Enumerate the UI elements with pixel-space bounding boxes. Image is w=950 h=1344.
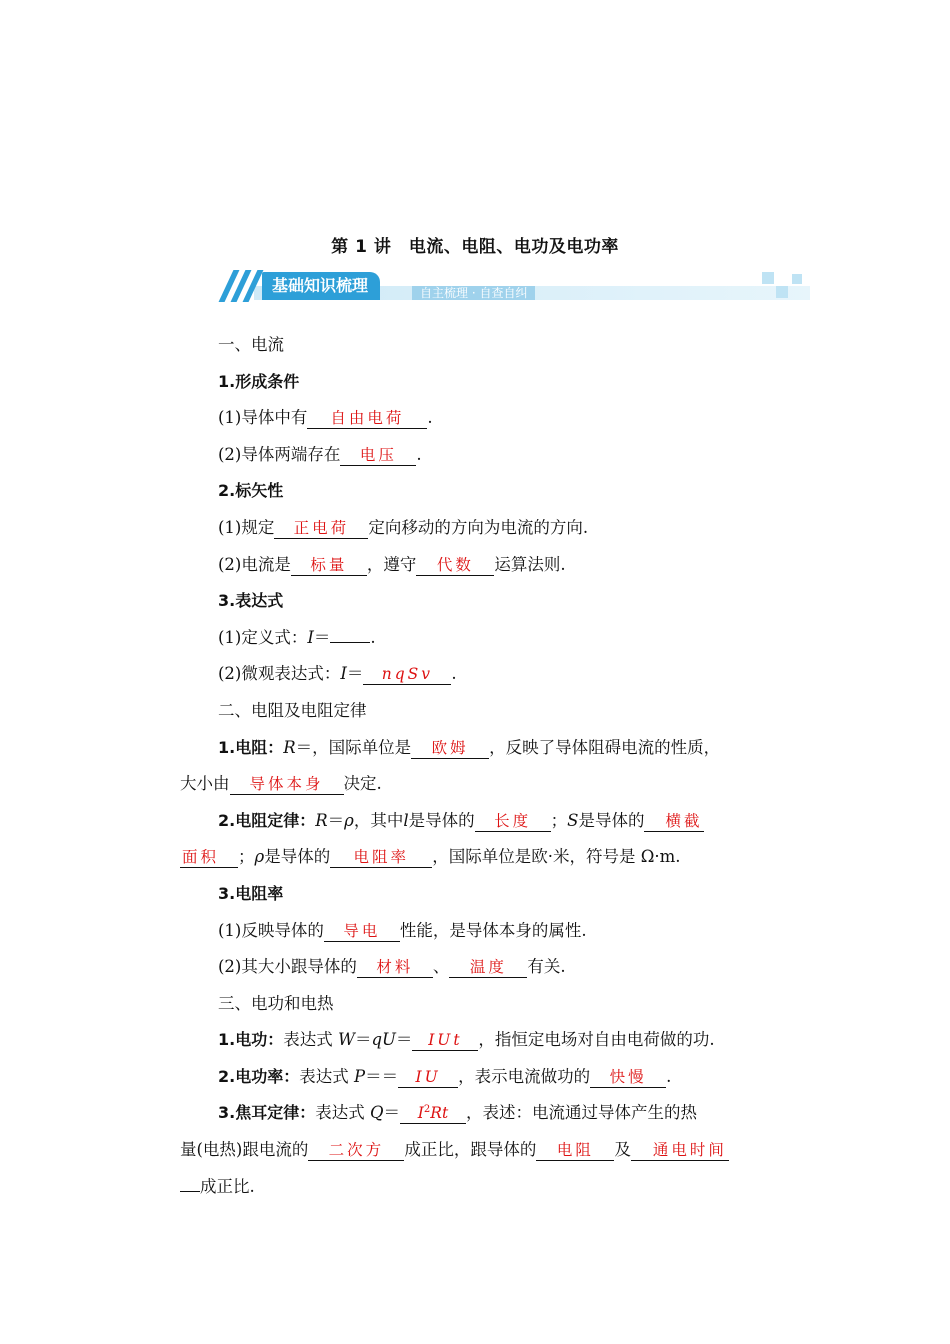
answer: 二次方 <box>328 1141 385 1160</box>
answer-blank <box>340 445 416 466</box>
answer-blank <box>324 921 400 942</box>
section-heading: 一、电流 <box>218 335 284 354</box>
text: 成正比. <box>200 1176 255 1196</box>
variable: ρ <box>254 847 265 867</box>
banner-square-icon <box>792 274 802 284</box>
text: 成正比，跟导体的 <box>404 1140 537 1160</box>
text-line <box>180 1022 770 1059</box>
text: ＝ <box>383 1103 400 1123</box>
text-line <box>180 803 770 840</box>
text: ，国际单位是欧·米，符号是 Ω·m. <box>432 847 681 867</box>
text: 量(电热)跟电流的 <box>180 1140 309 1160</box>
answer-blank <box>274 518 368 539</box>
subheading: 3.电阻率 <box>218 883 284 903</box>
variable: I <box>340 664 347 684</box>
answer-blank <box>398 1067 458 1088</box>
text: ＝，国际单位是 <box>295 737 412 757</box>
text: ＝ <box>327 810 345 830</box>
answer-blank <box>330 642 370 643</box>
answer-blank <box>412 1030 478 1051</box>
variable: l <box>403 810 409 830</box>
lecture-title: 第 1 讲 电流、电阻、电功及电功率 <box>331 237 619 257</box>
answer-blank <box>330 847 432 868</box>
section-heading: 二、电阻及电阻定律 <box>218 700 367 720</box>
text: 表达式 <box>283 1030 338 1050</box>
label: 1.电功： <box>218 1030 284 1050</box>
answer-blank <box>644 811 704 832</box>
answer: 面积 <box>182 848 220 867</box>
answer: 电阻 <box>556 1141 594 1160</box>
text: ，其中 <box>353 810 404 830</box>
text: (1)导体中有 <box>218 408 308 428</box>
variable: I <box>307 627 314 647</box>
answer: IU <box>415 1067 441 1086</box>
text-line <box>180 400 770 437</box>
answer: 导电 <box>343 921 381 940</box>
label: 1.电阻： <box>218 737 284 757</box>
text: 表达式 <box>315 1103 370 1123</box>
section-banner <box>214 270 810 302</box>
label: 2.电功率： <box>218 1066 300 1086</box>
section-heading: 三、电功和电热 <box>218 993 334 1013</box>
text: (2)其大小跟导体的 <box>218 957 357 977</box>
variable: W <box>337 1030 355 1050</box>
text: 是导体的 <box>578 810 645 830</box>
banner-subtitle: 自主梳理 · 自查自纠 <box>412 286 535 300</box>
text: 及 <box>614 1140 631 1160</box>
answer-blank <box>449 957 527 978</box>
text-line <box>180 437 770 474</box>
text: 有关. <box>527 957 566 977</box>
text: ，表示电流做功的 <box>458 1066 591 1086</box>
label: 3.焦耳定律： <box>218 1103 316 1123</box>
answer: nqSv <box>381 665 434 684</box>
text-line <box>180 1132 770 1169</box>
text: ，指恒定电场对自由电荷做的功. <box>478 1030 715 1050</box>
text-line <box>180 1095 770 1132</box>
text: (1)定义式： <box>218 627 308 647</box>
text: . <box>370 627 376 647</box>
text-line <box>180 1169 770 1206</box>
text: (2)电流是 <box>218 554 291 574</box>
label: 2.电阻定律： <box>218 810 316 830</box>
text: ，反映了导体阻碍电流的性质， <box>489 737 721 757</box>
text-line <box>180 547 770 584</box>
answer-blank <box>307 408 427 429</box>
text-line <box>180 949 770 986</box>
text-line <box>180 620 770 657</box>
text: (2)微观表达式： <box>218 664 341 684</box>
text: . <box>666 1066 672 1086</box>
variable: S <box>567 810 579 830</box>
answer: 快慢 <box>609 1067 647 1086</box>
answer-blank <box>631 1140 729 1161</box>
variable: qU <box>371 1030 396 1050</box>
banner-square-icon <box>762 272 774 284</box>
text: 定向移动的方向为电流的方向. <box>368 517 589 537</box>
variable: ρ <box>344 810 354 830</box>
text: ＝＝ <box>365 1066 399 1086</box>
text: 是导体的 <box>264 847 331 867</box>
text-line <box>180 766 770 803</box>
banner-square-icon <box>776 286 788 298</box>
answer-blank <box>291 555 367 576</box>
text: ＝ <box>395 1030 413 1050</box>
text: ＝ <box>346 664 364 684</box>
text-line <box>180 913 770 950</box>
text-line <box>180 839 770 876</box>
answer: 代数 <box>436 555 474 574</box>
text: 是导体的 <box>408 810 475 830</box>
answer: 材料 <box>376 958 414 977</box>
answer-blank <box>180 847 238 868</box>
variable: R <box>315 810 328 830</box>
variable: Q <box>369 1103 384 1123</box>
answer: 标量 <box>310 555 348 574</box>
answer-blank <box>400 1100 466 1124</box>
answer-blank <box>416 555 494 576</box>
answer-blank <box>230 774 344 795</box>
text: 表达式 <box>299 1066 354 1086</box>
answer-exponent: 2 <box>423 1104 431 1116</box>
answer: Rt <box>430 1104 449 1123</box>
text: 决定. <box>343 774 382 794</box>
text: 、 <box>432 957 450 977</box>
variable: R <box>283 737 296 757</box>
text-line <box>180 510 770 547</box>
text: ＝ <box>313 627 331 647</box>
banner-label: 基础知识梳理 <box>262 272 380 300</box>
answer: 温度 <box>469 958 507 977</box>
text: . <box>416 444 422 464</box>
answer: 横截 <box>665 811 703 830</box>
text: (1)反映导体的 <box>218 920 324 940</box>
answer: 电阻率 <box>353 848 409 867</box>
answer-blank <box>536 1140 614 1161</box>
answer: 电压 <box>359 445 397 464</box>
text: . <box>427 408 433 428</box>
subheading: 1.形成条件 <box>218 371 300 391</box>
text: ＝ <box>354 1030 372 1050</box>
text: 大小由 <box>180 774 230 794</box>
answer-blank <box>357 957 433 978</box>
answer: I <box>417 1104 424 1123</box>
text: (1)规定 <box>218 517 275 537</box>
text: 性能，是导体本身的属性. <box>399 920 587 940</box>
answer-blank <box>308 1140 404 1161</box>
text-line <box>180 1059 770 1096</box>
subheading: 3.表达式 <box>218 591 284 611</box>
answer: 导体本身 <box>249 775 324 794</box>
text: ，遵守 <box>366 554 417 574</box>
answer: 长度 <box>494 811 532 830</box>
text: 运算法则. <box>494 554 566 574</box>
text: ； <box>238 847 255 867</box>
answer: 自由电荷 <box>330 409 405 428</box>
answer-blank <box>363 664 451 685</box>
answer: IUt <box>428 1031 463 1050</box>
answer: 正电荷 <box>293 518 350 537</box>
answer-blank <box>590 1067 666 1088</box>
answer-blank <box>475 811 551 832</box>
text: (2)导体两端存在 <box>218 444 341 464</box>
subheading: 2.标矢性 <box>218 481 284 501</box>
content <box>180 327 770 1205</box>
text-line <box>180 730 770 767</box>
text: ，表述：电流通过导体产生的热 <box>466 1103 697 1123</box>
text: . <box>451 664 457 684</box>
text-line <box>180 656 770 693</box>
text: ； <box>550 810 568 830</box>
answer-blank <box>411 738 489 759</box>
banner-stripes-icon <box>218 270 258 302</box>
answer-blank <box>180 1191 200 1192</box>
answer: 欧姆 <box>431 738 469 757</box>
variable: P <box>353 1066 366 1086</box>
answer: 通电时间 <box>652 1141 727 1160</box>
